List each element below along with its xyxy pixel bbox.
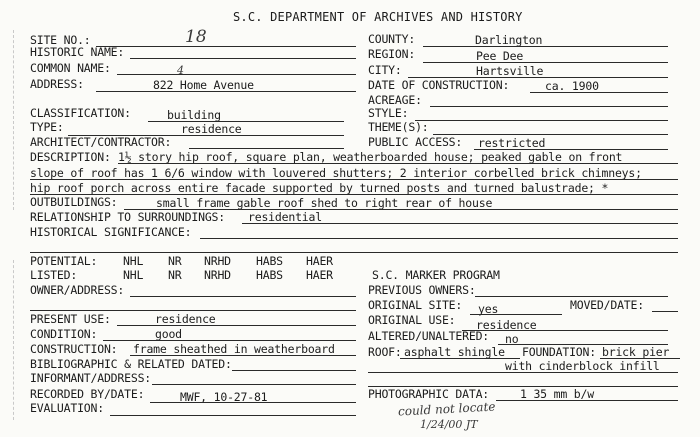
label-city: CITY: [368,63,402,77]
label-bibliographic: BIBLIOGRAPHIC & RELATED DATED: [30,357,232,371]
potential-nr: NR [168,254,182,268]
field-line-construction [130,355,356,356]
field-line-site-no [96,46,356,47]
listed-habs: HABS [256,268,283,282]
value-recorded-by-date: MWF, 10-27-81 [180,390,268,404]
value-city: Hartsville [476,64,544,78]
label-historical-significance: HISTORICAL SIGNIFICANCE: [30,225,192,239]
field-line-architect [189,148,344,149]
evaluation-note-handwritten: could not locate [397,399,496,419]
label-condition: CONDITION: [30,327,98,341]
label-description: DESCRIPTION: [30,150,111,164]
label-common-name: COMMON NAME: [30,61,111,75]
field-line-original-use [462,330,668,331]
label-present-use: PRESENT USE: [30,312,111,326]
card-title: S.C. DEPARTMENT OF ARCHIVES AND HISTORY [233,10,523,24]
field-line-region [423,62,668,63]
value-county: Darlington [475,33,543,47]
label-marker-program: S.C. MARKER PROGRAM [372,268,500,282]
label-potential: POTENTIAL: [30,254,98,268]
label-construction: CONSTRUCTION: [30,342,118,356]
value-photographic-data: 1 35 mm b/w [520,387,594,401]
label-original-site: ORIGINAL SITE: [368,298,463,312]
site-number-handwritten: 18 [185,27,207,47]
label-evaluation: EVALUATION: [30,401,104,415]
potential-habs: HABS [256,254,283,268]
field-line-bibliographic [232,370,356,371]
label-outbuildings: OUTBUILDINGS: [30,195,118,209]
field-line-historical [200,238,678,239]
binder-edge-mark [13,30,14,210]
label-date-of-construction: DATE OF CONSTRUCTION: [368,78,510,92]
value-public-access: restricted [478,136,546,150]
potential-haer: HAER [306,254,333,268]
binder-edge-mark [13,260,14,420]
value-foundation-line-2: with cinderblock infill [505,359,660,373]
value-description-line-2: slope of roof has 1 6/6 window with louvered shutters; 2 interior corbelled brick chimneys; [30,166,642,180]
label-architect-contractor: ARCHITECT/CONTRACTOR: [30,135,172,149]
label-listed: LISTED: [30,268,78,282]
field-line-county [423,46,668,47]
label-original-use: ORIGINAL USE: [368,313,456,327]
label-region: REGION: [368,47,416,61]
label-themes: THEME(S): [368,120,429,134]
field-line-description-3 [30,194,678,195]
field-line-informant [152,384,356,385]
label-foundation: FOUNDATION: [522,345,596,359]
value-relationship: residential [248,210,322,224]
field-line-classification [148,121,344,122]
field-line-moved-date [652,311,678,312]
value-description-line-1: 1½ story hip roof, square plan, weatherboarded house; peaked gable on front [118,150,623,164]
value-condition: good [155,327,182,341]
listed-nr: NR [168,268,182,282]
field-line-address [96,91,356,92]
label-owner-address: OWNER/ADDRESS: [30,283,125,297]
field-line-acreage [430,106,668,107]
label-public-access: PUBLIC ACCESS: [368,135,463,149]
evaluation-date-handwritten: 1/24/00 JT [420,418,478,431]
label-altered-unaltered: ALTERED/UNALTERED: [368,329,490,343]
value-original-site: yes [478,302,499,316]
field-line-historical-2 [30,252,678,253]
label-photographic-data: PHOTOGRAPHIC DATA: [368,387,490,401]
value-address: 822 Home Avenue [153,78,254,92]
label-acreage: ACREAGE: [368,93,422,107]
label-address: ADDRESS: [30,77,84,91]
label-site-no: SITE NO.: [30,33,91,47]
value-date-of-construction: ca. 1900 [545,79,599,93]
field-line-foundation-2 [368,372,678,373]
value-original-use: residence [476,318,537,332]
label-recorded-by-date: RECORDED BY/DATE: [30,387,145,401]
potential-nhl: NHL [123,254,144,268]
value-region: Pee Dee [476,49,524,63]
field-line-date-of-construction [530,92,668,93]
value-classification: building [167,108,221,122]
label-county: COUNTY: [368,32,416,46]
field-line-style [415,120,668,121]
field-line-owner-address-2 [30,310,356,311]
field-line-common-name [117,74,356,75]
label-informant: INFORMANT/ADDRESS: [30,371,152,385]
value-foundation-line-1: brick pier [602,345,670,359]
label-previous-owners: PREVIOUS OWNERS: [368,283,476,297]
value-roof: asphalt shingle [404,345,505,359]
field-line-original-site [470,314,562,315]
label-historic-name: HISTORIC NAME: [30,45,125,59]
field-line-roof [400,358,520,359]
field-line-condition [103,340,356,341]
field-line-photographic [496,400,678,401]
label-relationship: RELATIONSHIP TO SURROUNDINGS: [30,210,225,224]
listed-nrhd: NRHD [204,268,231,282]
value-type: residence [181,122,242,136]
field-line-historic-name [130,58,356,59]
label-classification: CLASSIFICATION: [30,106,131,120]
listed-nhl: NHL [123,268,144,282]
field-line-description-1 [118,163,678,164]
address-mark-handwritten: 4 [177,64,184,77]
label-roof: ROOF: [368,345,402,359]
value-present-use: residence [155,312,216,326]
label-style: STYLE: [368,106,409,120]
field-line-previous-owners [475,296,668,297]
field-line-recorded [150,402,356,403]
field-line-evaluation [110,415,356,416]
value-outbuildings: small frame gable roof shed to right rear of house [156,196,493,210]
value-construction: frame sheathed in weatherboard [133,342,335,356]
label-moved-date: MOVED/DATE: [570,298,644,312]
field-line-relationship [242,223,678,224]
label-type: TYPE: [30,120,64,134]
potential-nrhd: NRHD [204,254,231,268]
listed-haer: HAER [306,268,333,282]
field-line-owner-address [130,296,356,297]
field-line-present-use [117,325,356,326]
value-description-line-3: hip roof porch across entire facade supported by turned posts and turned balustrade; * [30,181,609,195]
field-line-description-2 [30,179,678,180]
field-line-themes [433,134,668,135]
value-altered-unaltered: no [505,332,519,346]
